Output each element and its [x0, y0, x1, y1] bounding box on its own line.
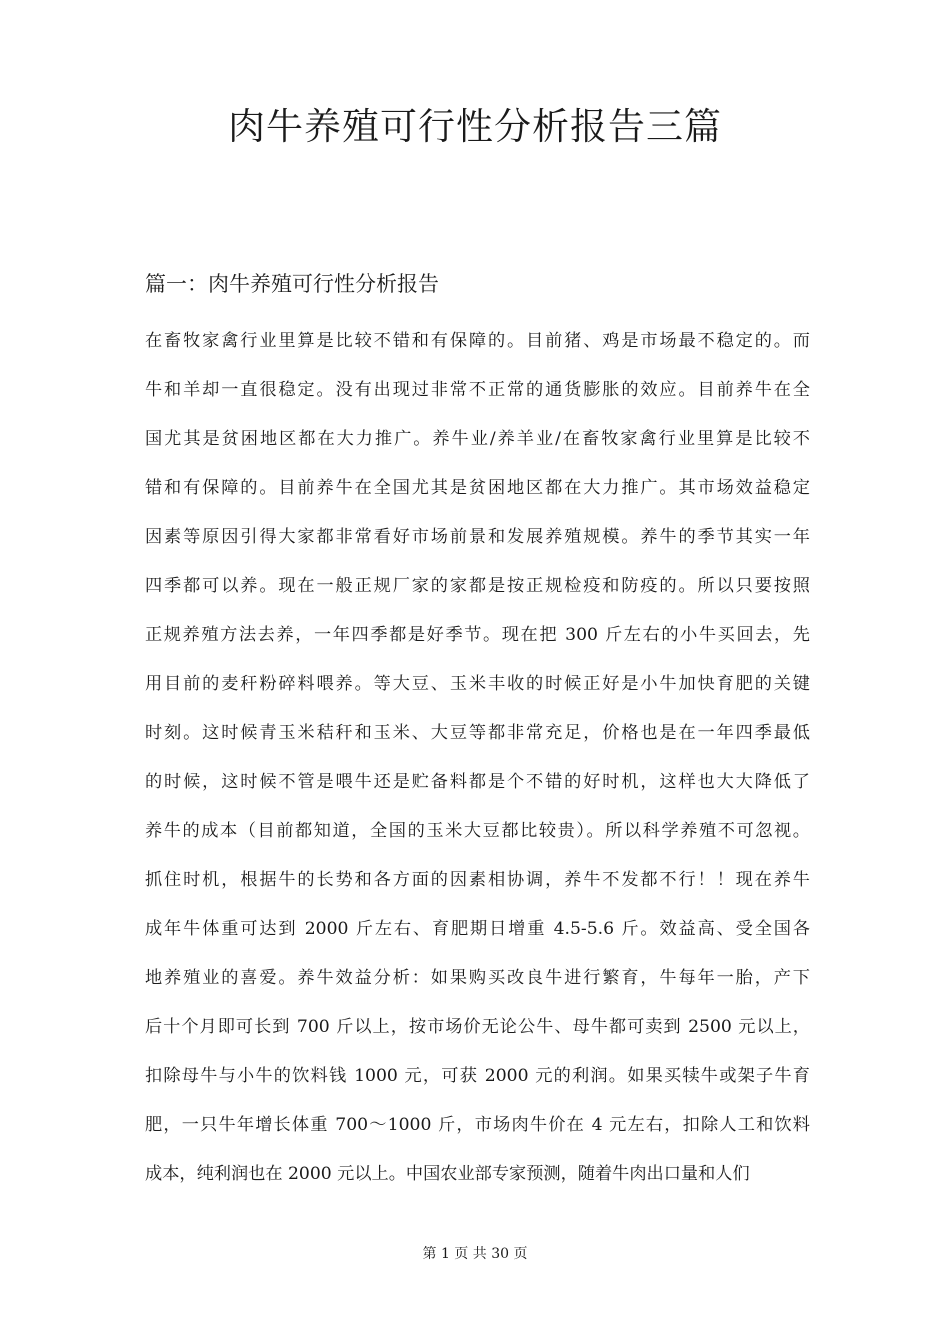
- section-heading: 篇一：肉牛养殖可行性分析报告: [145, 272, 439, 296]
- body-line: 地养殖业的喜爱。养牛效益分析：如果购买改良牛进行繁育，牛每年一胎，产下: [145, 968, 810, 988]
- body-line: 国尤其是贫困地区都在大力推广。养牛业/养羊业/在畜牧家禽行业里算是比较不: [145, 429, 810, 449]
- page-number-footer: 第 1 页 共 30 页: [422, 1246, 528, 1262]
- body-line: 因素等原因引得大家都非常看好市场前景和发展养殖规模。养牛的季节其实一年: [145, 527, 810, 547]
- body-line: 时刻。这时候青玉米秸秆和玉米、大豆等都非常充足，价格也是在一年四季最低: [145, 723, 810, 743]
- document-title: 肉牛养殖可行性分析报告三篇: [228, 105, 722, 148]
- body-line: 四季都可以养。现在一般正规厂家的家都是按正规检疫和防疫的。所以只要按照: [145, 576, 810, 596]
- body-line: 成本，纯利润也在 2000 元以上。中国农业部专家预测，随着牛肉出口量和人们: [145, 1164, 750, 1184]
- body-line: 用目前的麦秆粉碎料喂养。等大豆、玉米丰收的时候正好是小牛加快育肥的关键: [145, 674, 810, 694]
- body-line: 的时候，这时候不管是喂牛还是贮备料都是个不错的好时机，这样也大大降低了: [145, 772, 810, 792]
- body-line: 肥，一只牛年增长体重 700～1000 斤，市场肉牛价在 4 元左右，扣除人工和饮料: [145, 1115, 810, 1135]
- body-line: 后十个月即可长到 700 斤以上，按市场价无论公牛、母牛都可卖到 2500 元以上，: [145, 1017, 810, 1037]
- body-text: [145, 323, 810, 1205]
- body-line: 错和有保障的。目前养牛在全国尤其是贫困地区都在大力推广。其市场效益稳定: [145, 478, 810, 498]
- body-line: 养牛的成本（目前都知道，全国的玉米大豆都比较贵）。所以科学养殖不可忽视。: [145, 821, 810, 841]
- body-line: 扣除母牛与小牛的饮料钱 1000 元，可获 2000 元的利润。如果买犊牛或架子牛育: [145, 1066, 810, 1086]
- body-line: 成年牛体重可达到 2000 斤左右、育肥期日增重 4.5-5.6 斤。效益高、受全国各: [145, 919, 810, 939]
- body-line: 正规养殖方法去养，一年四季都是好季节。现在把 300 斤左右的小牛买回去，先: [145, 625, 810, 645]
- body-line: 抓住时机，根据牛的长势和各方面的因素相协调，养牛不发都不行！！现在养牛: [145, 870, 810, 890]
- body-line: 牛和羊却一直很稳定。没有出现过非常不正常的通货膨胀的效应。目前养牛在全: [145, 380, 810, 400]
- body-line: 在畜牧家禽行业里算是比较不错和有保障的。目前猪、鸡是市场最不稳定的。而: [145, 331, 810, 351]
